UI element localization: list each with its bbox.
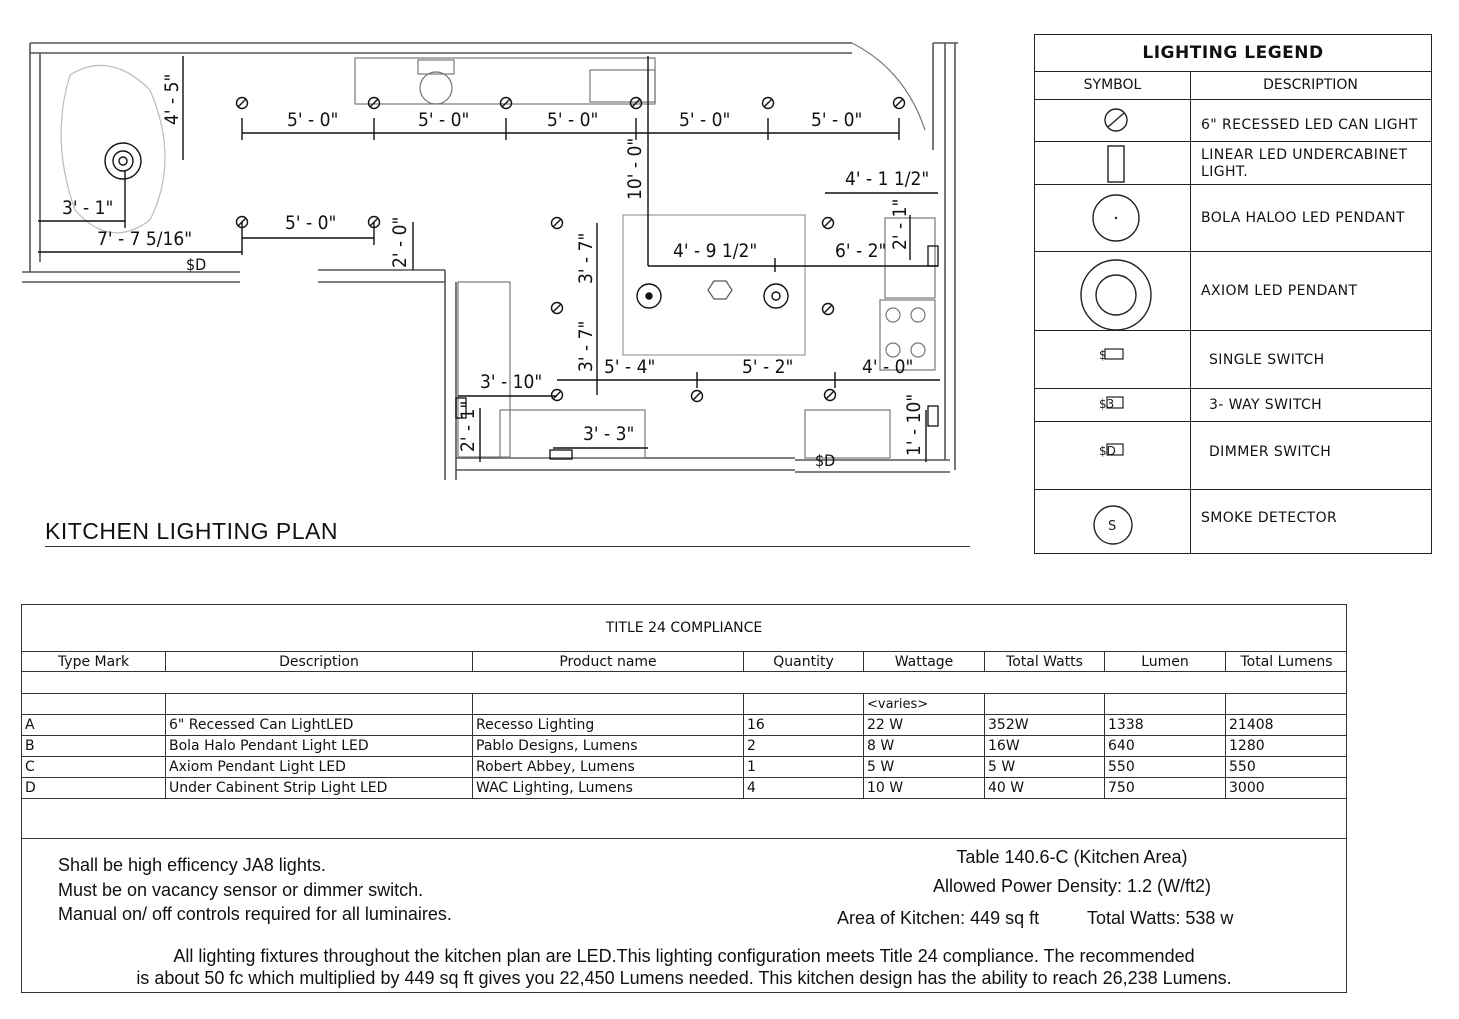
note-line: Manual on/ off controls required for all luminaires.	[58, 904, 452, 924]
table-cell: 5 W	[985, 756, 1105, 777]
svg-text:5' - 4": 5' - 4"	[604, 356, 656, 378]
legend-label: 6" RECESSED LED CAN LIGHT	[1201, 116, 1418, 133]
table-cell: 22 W	[864, 714, 985, 735]
summary-line: is about 50 fc which multiplied by 449 sq ft gives you 22,450 Lumens needed. This kitchen design has the ability to reach 26,238 Lumens.	[136, 968, 1232, 988]
table-cell: 640	[1105, 735, 1226, 756]
legend-label: SMOKE DETECTOR	[1201, 510, 1338, 526]
svg-text:5' - 0": 5' - 0"	[285, 212, 337, 234]
svg-text:3' - 7": 3' - 7"	[575, 320, 597, 372]
notes-divider	[22, 838, 1346, 839]
note-line: Must be on vacancy sensor or dimmer switch.	[58, 879, 424, 900]
svg-text:1' - 10": 1' - 10"	[903, 393, 925, 456]
legend-row	[1035, 251, 1431, 331]
svg-text:$D: $D	[815, 451, 836, 470]
svg-text:$D: $D	[186, 255, 207, 274]
table-cell: 1	[744, 756, 864, 777]
svg-text:3' - 1": 3' - 1"	[62, 197, 114, 219]
legend-row	[1035, 141, 1431, 185]
legend-row	[1035, 330, 1431, 389]
table-cell: B	[22, 735, 166, 756]
table-cell: Pablo Designs, Lumens	[473, 735, 744, 756]
svg-text:$: $	[1099, 348, 1107, 362]
header-quantity: Quantity	[744, 651, 864, 672]
allowed-density: Allowed Power Density: 1.2 (W/ft2)	[932, 876, 1212, 896]
table-cell: 1338	[1105, 714, 1226, 735]
table-cell: 16	[744, 714, 864, 735]
table-cell: 1280	[1226, 735, 1347, 756]
summary-line: All lighting fixtures throughout the kitchen plan are LED.This lighting configuration meets Title 24 compliance. The recommended	[173, 946, 1195, 966]
table-cell: 16W	[985, 735, 1105, 756]
table-cell: 21408	[1226, 714, 1347, 735]
single-switch-icon	[1035, 331, 1190, 389]
svg-text:3' - 7": 3' - 7"	[575, 232, 597, 284]
svg-text:5' - 2": 5' - 2"	[742, 356, 794, 378]
legend-description-header: DESCRIPTION	[1263, 77, 1358, 93]
switch-symbols	[456, 246, 938, 459]
table-cell: D	[22, 777, 166, 798]
svg-text:2' - 1": 2' - 1"	[457, 400, 479, 452]
legend-symbol-header: SYMBOL	[1083, 77, 1142, 93]
table-cell: 2	[744, 735, 864, 756]
table-cell: 4	[744, 777, 864, 798]
table-reference: Table 140.6-C (Kitchen Area)	[956, 847, 1188, 867]
axiom-pendant-icon	[1035, 252, 1190, 331]
svg-text:5' - 0": 5' - 0"	[418, 109, 470, 131]
kitchen-floor-plan	[0, 0, 975, 500]
header-type-mark: Type Mark	[22, 651, 166, 672]
legend-row	[1035, 99, 1431, 142]
table-cell: 10 W	[864, 777, 985, 798]
table-cell: 6" Recessed Can LightLED	[166, 714, 473, 735]
table-cell: 550	[1105, 756, 1226, 777]
legend-label: LINEAR LED UNDERCABINET LIGHT.	[1201, 146, 1408, 180]
table-cell: 550	[1226, 756, 1347, 777]
title24-compliance-table	[21, 604, 1347, 993]
table-cell: Bola Halo Pendant Light LED	[166, 735, 473, 756]
compliance-summary	[22, 945, 1346, 989]
table-cell: A	[22, 714, 166, 735]
compliance-header-row	[22, 651, 1346, 672]
table-cell: 40 W	[985, 777, 1105, 798]
table-cell: C	[22, 756, 166, 777]
svg-text:5' - 0": 5' - 0"	[287, 109, 339, 131]
svg-text:7' - 7 5/16": 7' - 7 5/16"	[97, 228, 193, 250]
table-cell: 352W	[985, 714, 1105, 735]
legend-row	[1035, 421, 1431, 490]
legend-label: 3- WAY SWITCH	[1209, 397, 1323, 413]
header-total-watts: Total Watts	[985, 651, 1105, 672]
svg-text:3' - 10": 3' - 10"	[480, 371, 543, 393]
table-cell: Axiom Pendant Light LED	[166, 756, 473, 777]
svg-text:2' - 1": 2' - 1"	[889, 198, 911, 250]
table-cell: 750	[1105, 777, 1226, 798]
plan-title-underline	[45, 546, 970, 547]
svg-text:3' - 3": 3' - 3"	[583, 423, 635, 445]
legend-row	[1035, 388, 1431, 422]
table-cell: Robert Abbey, Lumens	[473, 756, 744, 777]
svg-text:10' - 0": 10' - 0"	[624, 137, 646, 200]
three-way-switch-icon	[1035, 389, 1190, 422]
svg-text:4' - 9 1/2": 4' - 9 1/2"	[673, 240, 758, 262]
legend-title: LIGHTING LEGEND	[1035, 35, 1431, 72]
table-cell: 3000	[1226, 777, 1347, 798]
header-wattage: Wattage	[864, 651, 985, 672]
note-line: Shall be high efficency JA8 lights.	[58, 855, 326, 875]
smoke-glyph: S	[1108, 519, 1117, 534]
header-description: Description	[166, 651, 473, 672]
svg-text:$3: $3	[1099, 397, 1115, 411]
lighting-legend	[1034, 34, 1432, 554]
recessed-can-lights	[237, 98, 905, 402]
svg-text:4' - 0": 4' - 0"	[862, 356, 914, 378]
linear-undercabinet-icon	[1035, 142, 1190, 185]
legend-row	[1035, 489, 1431, 556]
header-lumen: Lumen	[1105, 651, 1226, 672]
legend-label: SINGLE SWITCH	[1209, 351, 1325, 368]
legend-label: DIMMER SWITCH	[1209, 444, 1332, 460]
svg-text:2' - 0": 2' - 0"	[389, 216, 411, 268]
header-product: Product name	[473, 651, 744, 672]
compliance-data-rows	[22, 693, 1346, 799]
plan-title: KITCHEN LIGHTING PLAN	[45, 518, 338, 544]
svg-text:$D: $D	[1099, 444, 1116, 458]
kitchen-total-watts: Total Watts: 538 w	[1087, 908, 1234, 928]
svg-text:6' - 2": 6' - 2"	[835, 240, 887, 262]
svg-text:4' - 5": 4' - 5"	[161, 73, 183, 125]
recessed-can-icon	[1035, 100, 1190, 142]
table-cell: 8 W	[864, 735, 985, 756]
bola-pendant-icon	[1035, 185, 1190, 252]
svg-text:5' - 0": 5' - 0"	[679, 109, 731, 131]
svg-text:5' - 0": 5' - 0"	[547, 109, 599, 131]
pendants	[105, 143, 788, 308]
table-cell: 5 W	[864, 756, 985, 777]
svg-text:5' - 0": 5' - 0"	[811, 109, 863, 131]
legend-label: BOLA HALOO LED PENDANT	[1201, 210, 1405, 226]
compliance-notes	[58, 853, 452, 927]
compliance-title: TITLE 24 COMPLIANCE	[605, 620, 763, 636]
varies-note: <varies>	[864, 693, 985, 714]
svg-text:4' - 1 1/2": 4' - 1 1/2"	[845, 168, 930, 190]
smoke-detector-icon	[1035, 490, 1190, 556]
kitchen-area: Area of Kitchen: 449 sq ft	[837, 908, 1040, 928]
table-cell: Under Cabinent Strip Light LED	[166, 777, 473, 798]
table-cell: WAC Lighting, Lumens	[473, 777, 744, 798]
legend-label: AXIOM LED PENDANT	[1201, 283, 1358, 299]
table-cell: Recesso Lighting	[473, 714, 744, 735]
header-total-lumens: Total Lumens	[1226, 651, 1347, 672]
dimmer-switch-icon	[1035, 422, 1190, 490]
legend-row	[1035, 184, 1431, 252]
